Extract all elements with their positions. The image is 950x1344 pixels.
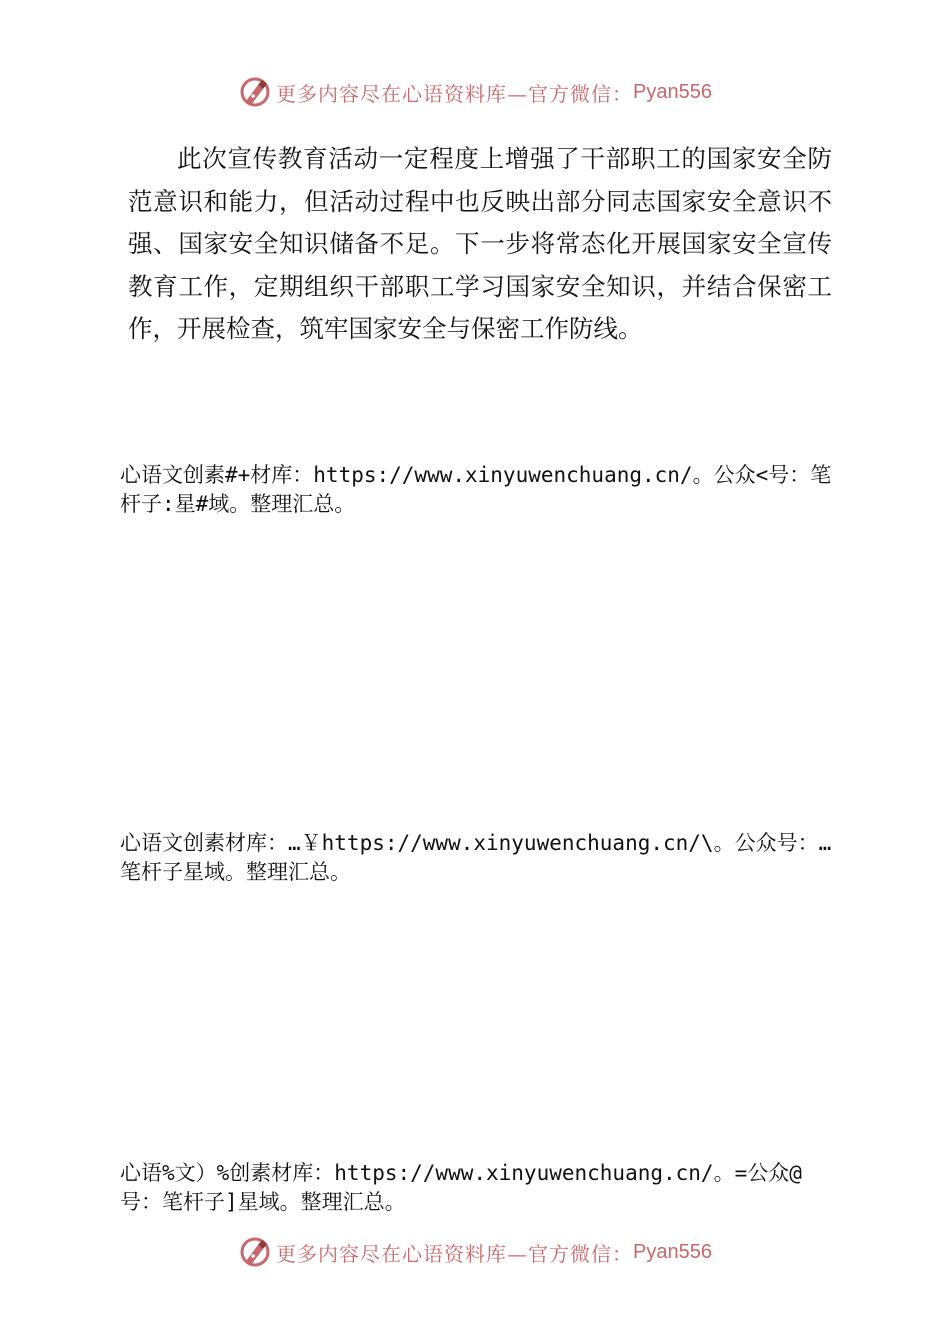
watermark-text-3: 心语%文）%创素材库：https://www.xinyuwenchuang.cn/。=公众@号：笔杆子]星域。整理汇总。 bbox=[120, 1161, 802, 1214]
header-wechat-id: Pyan556 bbox=[633, 80, 712, 103]
watermark-text-2: 心语文创素材库：…￥https://www.xinyuwenchuang.cn/\。公众号：…笔杆子星域。整理汇总。 bbox=[120, 831, 832, 884]
body-paragraph: 此次宣传教育活动一定程度上增强了干部职工的国家安全防范意识和能力，但活动过程中也反映出部分同志国家安全意识不强、国家安全知识储备不足。下一步将常态化开展国家安全宣传教育工作，定期组织干部职工学习国家安全知识，并结合保密工作，开展检查，筑牢国家安全与保密工作防线。 bbox=[128, 144, 832, 343]
header-banner bbox=[0, 70, 950, 114]
header-wechat-label: —官方微信： bbox=[507, 81, 634, 106]
footer-wechat-label: —官方微信： bbox=[507, 1241, 634, 1266]
pen-nib-circle-icon bbox=[238, 75, 272, 109]
pen-nib-circle-icon bbox=[238, 1235, 272, 1269]
footer-banner bbox=[0, 1230, 950, 1274]
footer-slogan: 更多内容尽在心语资料库 bbox=[276, 1241, 508, 1266]
header-slogan: 更多内容尽在心语资料库 bbox=[276, 81, 508, 106]
footer-wechat-id: Pyan556 bbox=[633, 1240, 712, 1263]
watermark-text-1: 心语文创素#+材库：https://www.xinyuwenchuang.cn/。公众<号：笔杆子:星#域。整理汇总。 bbox=[120, 463, 832, 516]
